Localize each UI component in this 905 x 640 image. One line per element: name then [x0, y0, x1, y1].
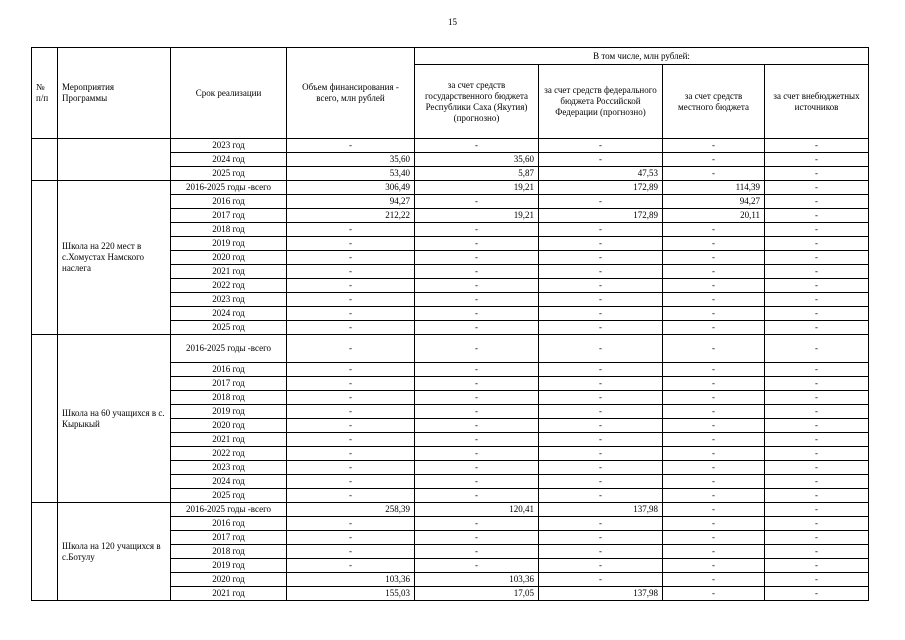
- local-value-cell: -: [663, 153, 765, 167]
- header-total: Объем финансирования - всего, млн рублей: [287, 48, 415, 139]
- extra-value-cell: -: [765, 237, 869, 251]
- total-value-cell: -: [287, 265, 415, 279]
- local-value-cell: -: [663, 489, 765, 503]
- local-value-cell: -: [663, 321, 765, 335]
- total-value-cell: -: [287, 293, 415, 307]
- republic-value-cell: -: [415, 363, 539, 377]
- local-value-cell: -: [663, 223, 765, 237]
- local-value-cell: -: [663, 391, 765, 405]
- total-value-cell: -: [287, 279, 415, 293]
- extra-value-cell: -: [765, 545, 869, 559]
- period-cell: 2020 год: [171, 573, 287, 587]
- total-value-cell: -: [287, 307, 415, 321]
- total-value-cell: -: [287, 545, 415, 559]
- federal-value-cell: 172,89: [539, 209, 663, 223]
- local-value-cell: -: [663, 475, 765, 489]
- federal-value-cell: -: [539, 279, 663, 293]
- extra-value-cell: -: [765, 307, 869, 321]
- local-value-cell: -: [663, 251, 765, 265]
- local-value-cell: -: [663, 335, 765, 363]
- period-cell: 2024 год: [171, 153, 287, 167]
- local-value-cell: 94,27: [663, 195, 765, 209]
- extra-value-cell: -: [765, 489, 869, 503]
- period-cell: 2019 год: [171, 237, 287, 251]
- table-header: [32, 48, 869, 139]
- local-value-cell: -: [663, 307, 765, 321]
- federal-value-cell: -: [539, 237, 663, 251]
- local-value-cell: -: [663, 139, 765, 153]
- federal-value-cell: -: [539, 335, 663, 363]
- period-cell: 2017 год: [171, 377, 287, 391]
- extra-value-cell: -: [765, 167, 869, 181]
- local-value-cell: -: [663, 433, 765, 447]
- republic-value-cell: -: [415, 195, 539, 209]
- federal-value-cell: -: [539, 419, 663, 433]
- extra-value-cell: -: [765, 293, 869, 307]
- total-value-cell: 258,39: [287, 503, 415, 517]
- republic-value-cell: -: [415, 559, 539, 573]
- total-value-cell: -: [287, 517, 415, 531]
- extra-value-cell: -: [765, 139, 869, 153]
- extra-value-cell: -: [765, 405, 869, 419]
- extra-value-cell: -: [765, 517, 869, 531]
- federal-value-cell: -: [539, 545, 663, 559]
- event-name-cell: [58, 139, 171, 181]
- extra-value-cell: -: [765, 377, 869, 391]
- total-value-cell: 35,60: [287, 153, 415, 167]
- extra-value-cell: -: [765, 195, 869, 209]
- period-cell: 2016 год: [171, 195, 287, 209]
- total-value-cell: -: [287, 139, 415, 153]
- total-value-cell: -: [287, 461, 415, 475]
- header-period: Срок реализации: [171, 48, 287, 139]
- period-cell: 2021 год: [171, 433, 287, 447]
- event-name-cell: Школа на 220 мест в с.Хомустах Намского наслега: [58, 181, 171, 335]
- federal-value-cell: 47,53: [539, 167, 663, 181]
- header-group: В том числе, млн рублей:: [415, 48, 869, 65]
- period-cell: 2016 год: [171, 363, 287, 377]
- federal-value-cell: 137,98: [539, 587, 663, 601]
- period-cell: 2023 год: [171, 139, 287, 153]
- extra-value-cell: -: [765, 573, 869, 587]
- total-value-cell: 94,27: [287, 195, 415, 209]
- page-number: 15: [448, 17, 457, 27]
- republic-value-cell: -: [415, 321, 539, 335]
- republic-value-cell: -: [415, 405, 539, 419]
- republic-value-cell: -: [415, 531, 539, 545]
- period-cell: 2025 год: [171, 489, 287, 503]
- local-value-cell: -: [663, 587, 765, 601]
- extra-value-cell: -: [765, 587, 869, 601]
- period-cell: 2022 год: [171, 279, 287, 293]
- extra-value-cell: -: [765, 321, 869, 335]
- federal-value-cell: -: [539, 517, 663, 531]
- period-cell: 2017 год: [171, 531, 287, 545]
- federal-value-cell: -: [539, 559, 663, 573]
- period-cell: 2020 год: [171, 419, 287, 433]
- republic-value-cell: -: [415, 461, 539, 475]
- total-value-cell: -: [287, 489, 415, 503]
- extra-value-cell: -: [765, 461, 869, 475]
- republic-value-cell: 19,21: [415, 209, 539, 223]
- event-name-cell: Школа на 120 учащихся в с.Ботулу: [58, 503, 171, 601]
- extra-value-cell: -: [765, 265, 869, 279]
- federal-value-cell: -: [539, 139, 663, 153]
- local-value-cell: -: [663, 503, 765, 517]
- extra-value-cell: -: [765, 335, 869, 363]
- federal-value-cell: -: [539, 153, 663, 167]
- local-value-cell: -: [663, 545, 765, 559]
- table-body: [32, 139, 869, 601]
- event-name-cell: Школа на 60 учащихся в с. Кырыкый: [58, 335, 171, 503]
- republic-value-cell: -: [415, 447, 539, 461]
- local-value-cell: -: [663, 237, 765, 251]
- total-value-cell: -: [287, 377, 415, 391]
- period-cell: 2023 год: [171, 293, 287, 307]
- header-federal: за счет средств федерального бюджета Российской Федерации (прогнозно): [539, 65, 663, 139]
- extra-value-cell: -: [765, 391, 869, 405]
- federal-value-cell: -: [539, 195, 663, 209]
- period-cell: 2019 год: [171, 405, 287, 419]
- republic-value-cell: -: [415, 517, 539, 531]
- period-cell: 2018 год: [171, 391, 287, 405]
- republic-value-cell: -: [415, 475, 539, 489]
- header-number: № п/п: [32, 48, 58, 139]
- federal-value-cell: -: [539, 377, 663, 391]
- period-cell: 2016 год: [171, 517, 287, 531]
- federal-value-cell: -: [539, 307, 663, 321]
- total-value-cell: -: [287, 559, 415, 573]
- republic-value-cell: -: [415, 251, 539, 265]
- extra-value-cell: -: [765, 503, 869, 517]
- total-value-cell: -: [287, 391, 415, 405]
- period-cell: 2023 год: [171, 461, 287, 475]
- period-cell: 2025 год: [171, 167, 287, 181]
- total-value-cell: -: [287, 321, 415, 335]
- local-value-cell: 20,11: [663, 209, 765, 223]
- republic-value-cell: 120,41: [415, 503, 539, 517]
- extra-value-cell: -: [765, 475, 869, 489]
- extra-value-cell: -: [765, 447, 869, 461]
- extra-value-cell: -: [765, 559, 869, 573]
- republic-value-cell: -: [415, 433, 539, 447]
- header-extra: за счет внебюджетных источников: [765, 65, 869, 139]
- period-cell: 2021 год: [171, 265, 287, 279]
- period-cell: 2016-2025 годы -всего: [171, 503, 287, 517]
- row-number-cell: [32, 503, 58, 601]
- extra-value-cell: -: [765, 251, 869, 265]
- republic-value-cell: 5,87: [415, 167, 539, 181]
- local-value-cell: -: [663, 167, 765, 181]
- period-cell: 2017 год: [171, 209, 287, 223]
- period-cell: 2018 год: [171, 223, 287, 237]
- table-row: [32, 335, 869, 363]
- table-row: [32, 139, 869, 153]
- total-value-cell: 306,49: [287, 181, 415, 195]
- total-value-cell: -: [287, 223, 415, 237]
- period-cell: 2021 год: [171, 587, 287, 601]
- federal-value-cell: -: [539, 489, 663, 503]
- total-value-cell: -: [287, 419, 415, 433]
- republic-value-cell: -: [415, 223, 539, 237]
- federal-value-cell: -: [539, 391, 663, 405]
- header-event: Мероприятия Программы: [58, 48, 171, 139]
- local-value-cell: -: [663, 293, 765, 307]
- extra-value-cell: -: [765, 433, 869, 447]
- federal-value-cell: -: [539, 573, 663, 587]
- republic-value-cell: 103,36: [415, 573, 539, 587]
- total-value-cell: 155,03: [287, 587, 415, 601]
- republic-value-cell: -: [415, 335, 539, 363]
- row-number-cell: [32, 335, 58, 503]
- extra-value-cell: -: [765, 419, 869, 433]
- federal-value-cell: -: [539, 475, 663, 489]
- total-value-cell: -: [287, 335, 415, 363]
- republic-value-cell: -: [415, 279, 539, 293]
- republic-value-cell: -: [415, 293, 539, 307]
- total-value-cell: -: [287, 531, 415, 545]
- republic-value-cell: -: [415, 265, 539, 279]
- republic-value-cell: -: [415, 237, 539, 251]
- total-value-cell: -: [287, 237, 415, 251]
- total-value-cell: -: [287, 405, 415, 419]
- total-value-cell: -: [287, 251, 415, 265]
- period-cell: 2024 год: [171, 307, 287, 321]
- period-cell: 2018 год: [171, 545, 287, 559]
- federal-value-cell: -: [539, 363, 663, 377]
- financing-table: [31, 47, 869, 601]
- total-value-cell: 212,22: [287, 209, 415, 223]
- period-cell: 2016-2025 годы -всего: [171, 181, 287, 195]
- republic-value-cell: -: [415, 139, 539, 153]
- federal-value-cell: -: [539, 293, 663, 307]
- republic-value-cell: -: [415, 391, 539, 405]
- period-cell: 2016-2025 годы -всего: [171, 335, 287, 363]
- republic-value-cell: -: [415, 377, 539, 391]
- federal-value-cell: -: [539, 265, 663, 279]
- federal-value-cell: -: [539, 405, 663, 419]
- republic-value-cell: 17,05: [415, 587, 539, 601]
- local-value-cell: -: [663, 447, 765, 461]
- local-value-cell: -: [663, 279, 765, 293]
- republic-value-cell: -: [415, 489, 539, 503]
- federal-value-cell: -: [539, 531, 663, 545]
- extra-value-cell: -: [765, 223, 869, 237]
- extra-value-cell: -: [765, 209, 869, 223]
- table-row: [32, 503, 869, 517]
- local-value-cell: -: [663, 363, 765, 377]
- header-local: за счет средств местного бюджета: [663, 65, 765, 139]
- extra-value-cell: -: [765, 531, 869, 545]
- local-value-cell: 114,39: [663, 181, 765, 195]
- period-cell: 2020 год: [171, 251, 287, 265]
- local-value-cell: -: [663, 461, 765, 475]
- republic-value-cell: -: [415, 307, 539, 321]
- federal-value-cell: 172,89: [539, 181, 663, 195]
- federal-value-cell: -: [539, 461, 663, 475]
- local-value-cell: -: [663, 517, 765, 531]
- local-value-cell: -: [663, 531, 765, 545]
- federal-value-cell: -: [539, 321, 663, 335]
- period-cell: 2022 год: [171, 447, 287, 461]
- total-value-cell: 53,40: [287, 167, 415, 181]
- federal-value-cell: -: [539, 223, 663, 237]
- extra-value-cell: -: [765, 363, 869, 377]
- local-value-cell: -: [663, 265, 765, 279]
- federal-value-cell: -: [539, 251, 663, 265]
- local-value-cell: -: [663, 573, 765, 587]
- total-value-cell: -: [287, 475, 415, 489]
- extra-value-cell: -: [765, 181, 869, 195]
- federal-value-cell: -: [539, 447, 663, 461]
- period-cell: 2025 год: [171, 321, 287, 335]
- total-value-cell: -: [287, 433, 415, 447]
- federal-value-cell: 137,98: [539, 503, 663, 517]
- total-value-cell: 103,36: [287, 573, 415, 587]
- extra-value-cell: -: [765, 279, 869, 293]
- table-row: [32, 181, 869, 195]
- header-republic: за счет средств государственного бюджета Республики Саха (Якутия) (прогнозно): [415, 65, 539, 139]
- period-cell: 2024 год: [171, 475, 287, 489]
- extra-value-cell: -: [765, 153, 869, 167]
- total-value-cell: -: [287, 363, 415, 377]
- local-value-cell: -: [663, 377, 765, 391]
- row-number-cell: [32, 139, 58, 181]
- local-value-cell: -: [663, 419, 765, 433]
- republic-value-cell: -: [415, 419, 539, 433]
- period-cell: 2019 год: [171, 559, 287, 573]
- republic-value-cell: -: [415, 545, 539, 559]
- republic-value-cell: 19,21: [415, 181, 539, 195]
- row-number-cell: [32, 181, 58, 335]
- total-value-cell: -: [287, 447, 415, 461]
- republic-value-cell: 35,60: [415, 153, 539, 167]
- federal-value-cell: -: [539, 433, 663, 447]
- local-value-cell: -: [663, 559, 765, 573]
- local-value-cell: -: [663, 405, 765, 419]
